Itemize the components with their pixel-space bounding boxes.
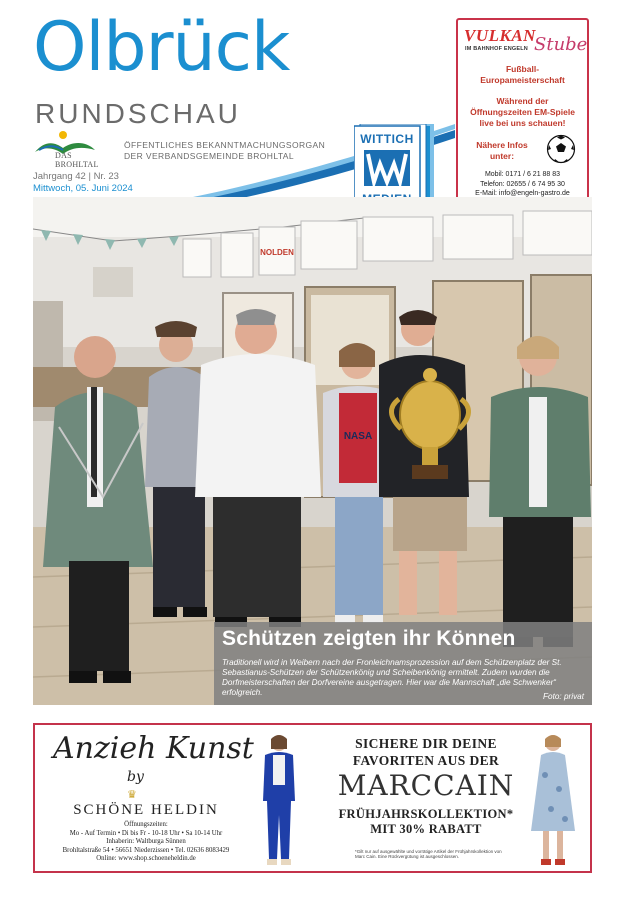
newspaper-subtitle: RUNDSCHAU: [35, 98, 241, 129]
ad-script-name: Anzieh Kunst: [53, 731, 254, 766]
article-headline[interactable]: Schützen zeigten ihr Können: [222, 627, 516, 650]
vulkan-open-line-3: live bei uns schauen!: [479, 118, 566, 128]
wall-sign-text: NOLDEN: [260, 248, 294, 257]
shirt-text: NASA: [343, 431, 373, 442]
photo-caption-box: [214, 622, 592, 705]
newspaper-title: Olbrück: [33, 8, 290, 87]
ad-shop-name: SCHÖNE HELDIN: [73, 802, 219, 818]
vulkan-ad-em: [458, 64, 587, 86]
vulkan-email[interactable]: E-Mail: info@engeln-gastro.de: [475, 190, 570, 197]
article-caption: Traditionell wird in Weibern nach der Fronleichnamsprozession auf dem Schützenplatz der St. Sebastianus-Schützen der Schützenkönig und Scheibenkönig ermittelt. Zudem wurden die Dorfmeisterschaften der Dorfvereine ausgetragen. Hier war die Mannschaft „die Schwenker“ erfolgreich.: [222, 658, 562, 697]
ad-hours-line-3: Brohltalstraße 54 • 56651 Niederzissen • Tel. 02636 8083429: [62, 846, 230, 854]
ad-offer-line-1: FRÜHJAHRSKOLLEKTION*: [338, 807, 514, 821]
fashion-model-floral-dress: [523, 731, 583, 871]
publisher-name-top: WITTICH: [360, 132, 414, 146]
vulkan-ad-stube: Stube: [534, 34, 588, 55]
organ-line-1: ÖFFENTLICHES BEKANNTMACHUNGSORGAN: [124, 140, 326, 150]
vulkan-ad-name: VULKAN: [464, 26, 536, 45]
schoene-heldin-ad[interactable]: [33, 723, 592, 873]
ad-brand: MARCCAIN: [337, 769, 515, 802]
ad-headline-line-1: SICHERE DIR DEINE: [355, 736, 497, 751]
vulkan-open-line-2: Öffnungszeiten EM-Spiele: [470, 107, 575, 117]
logo-label: DAS BROHLTAL: [55, 151, 99, 169]
ad-fine-print: *Gilt nur auf ausgewählte und vorrätige Artikel der Frühjahrskollektion von Marc Cain. Eine Rückvergütung ist ausgeschlossen.: [355, 849, 502, 860]
vulkan-em-line-2: Europameisterschaft: [480, 75, 565, 85]
ad-headline: [331, 735, 521, 769]
vulkan-ad-subline: IM BAHNHOF ENGELN: [465, 46, 528, 52]
ad-hours-line-1: Mo - Auf Termin • Di bis Fr - 10-18 Uhr • Sa 10-14 Uhr: [69, 829, 223, 837]
photo-credit: Foto: privat: [543, 692, 584, 701]
ad-shop-hours: [43, 821, 249, 864]
vulkan-info-line-1: Nähere Infos: [476, 140, 528, 150]
vulkan-stube-ad[interactable]: [456, 18, 589, 204]
ad-hours-line-4[interactable]: Online: www.shop.schoeneheldin.de: [96, 855, 196, 863]
soccer-ball-icon: [546, 134, 576, 164]
ad-offer-line-2: MIT 30% RABATT: [370, 822, 482, 836]
issue-date: Mittwoch, 05. Juni 2024: [33, 183, 133, 194]
organ-line-2: DER VERBANDSGEMEINDE BROHLTAL: [124, 151, 294, 161]
issue-number: Jahrgang 42 | Nr. 23: [33, 171, 119, 182]
publication-organ: [124, 140, 325, 162]
vulkan-info-line-2: unter:: [489, 151, 515, 161]
ad-script-by: by: [127, 769, 144, 785]
vulkan-ad-contact: [458, 170, 587, 199]
ad-offer: [321, 807, 531, 837]
ad-headline-line-2: FAVORITEN AUS DER: [352, 753, 500, 768]
fashion-model-blue-suit: [249, 731, 309, 871]
vulkan-phone: Telefon: 02655 / 6 74 95 30: [480, 180, 565, 188]
vulkan-open-line-1: Während der: [496, 96, 549, 106]
vulkan-mobile: Mobil: 0171 / 6 21 88 83: [484, 171, 561, 178]
vulkan-ad-opening: [458, 96, 587, 129]
brohltal-logo: [33, 128, 117, 169]
vulkan-em-line-1: Fußball-: [505, 64, 540, 74]
crown-icon: ♛: [127, 789, 137, 801]
vulkan-ad-info: [458, 140, 546, 162]
ad-hours-line-2: Inhaberin: Waltburga Sünnen: [106, 838, 186, 846]
ad-hours-title: Öffnungszeiten:: [124, 821, 168, 828]
